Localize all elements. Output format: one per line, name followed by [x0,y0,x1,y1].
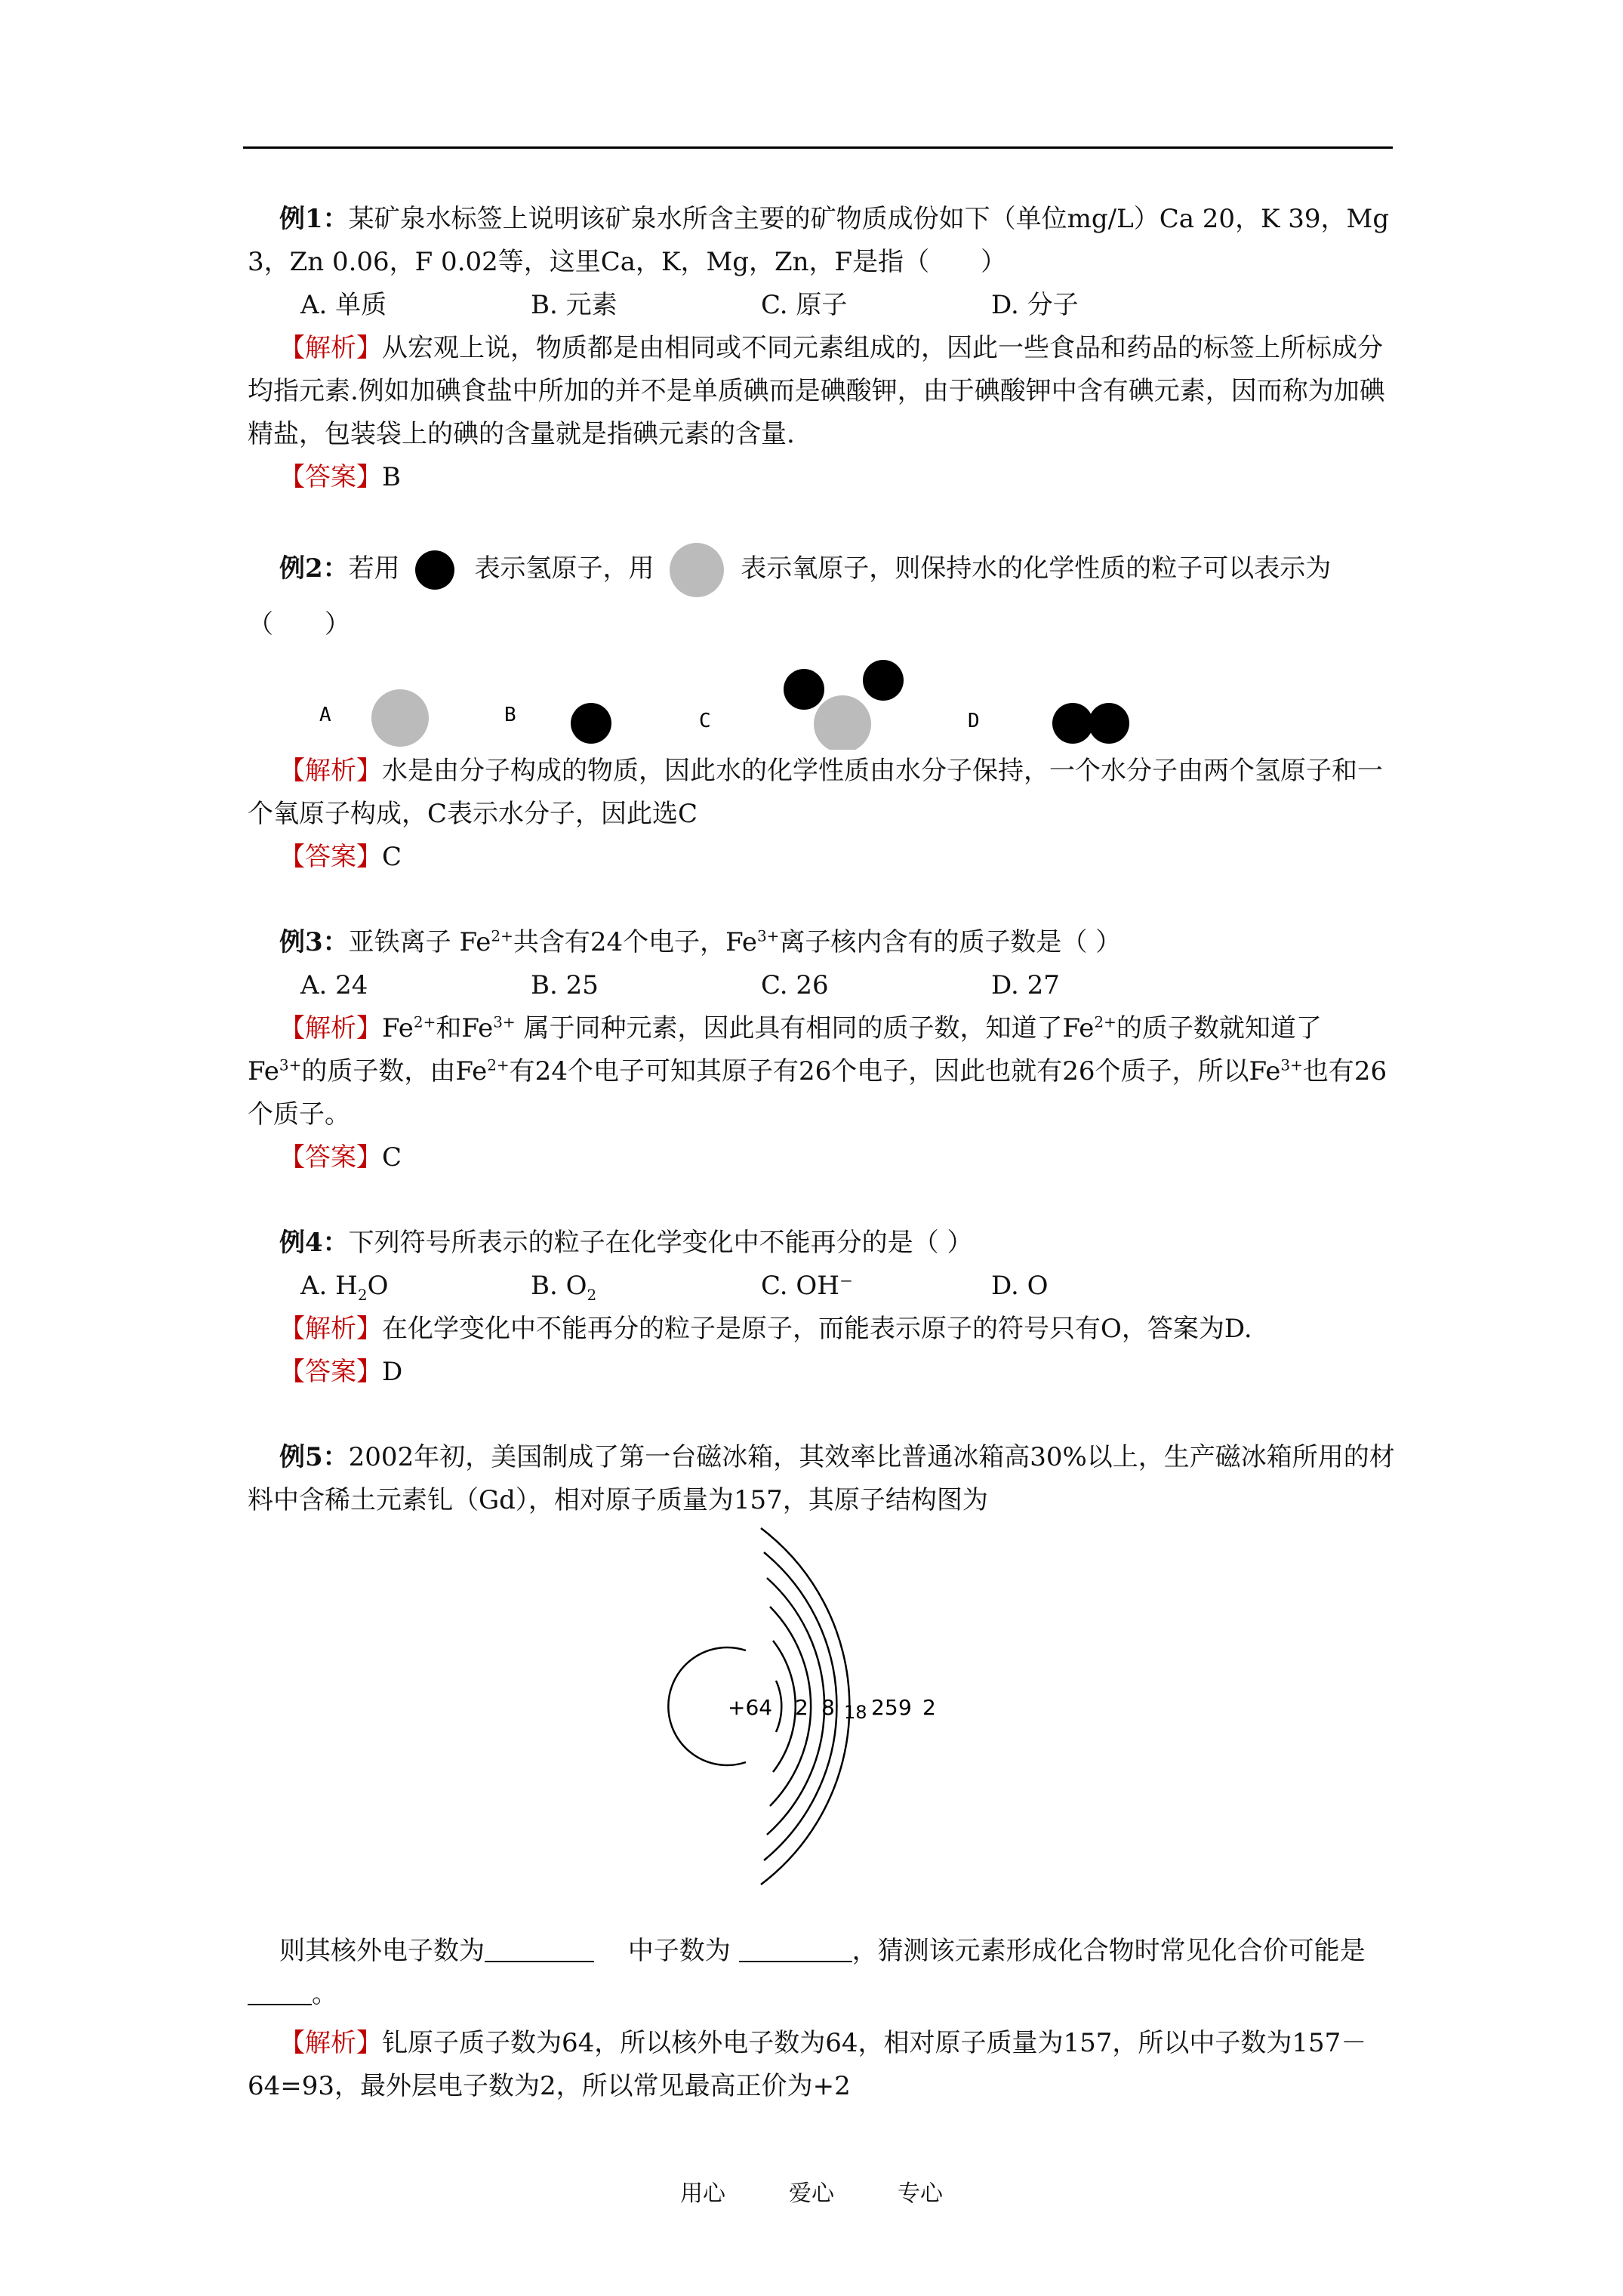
answer-value: B [382,462,401,492]
fe-symbol: Fe [459,927,491,957]
example-4-question: 下列符号所表示的粒子在化学变化中不能再分的是（ ） [348,1228,973,1258]
fe-symbol: Fe [455,1056,488,1086]
option-a-text: A. H [300,1271,358,1301]
charge-3plus: 3+ [756,926,780,945]
example-4-answer [248,1351,1395,1394]
analysis-text-6: 也有26个质子。 [248,1056,1387,1130]
example-4-options [248,1265,1395,1308]
choice-d-hydrogen-2 [1089,703,1129,744]
example-2-label: 例2： [279,553,349,584]
choice-c-letter: C [699,710,711,732]
shell-count-6: 2 [922,1695,936,1720]
example-2-text-2: 表示氢原子，用 [474,553,654,584]
question-text-1: 则其核外电子数为 [279,1936,485,1966]
shell-arc-1 [776,1681,781,1732]
shell-count-1: 2 [795,1695,808,1720]
atomic-structure-figure [248,1522,1395,1930]
fe-symbol: Fe [1062,1013,1095,1043]
option-a-subscript: 2 [357,1285,368,1304]
option-b: B. 25 [531,970,599,1000]
example-4 [248,1222,1395,1394]
option-a: A. 24 [300,970,368,1000]
analysis-text-2: 属于同种元素，因此具有相同的质子数，知道了 [515,1013,1063,1043]
electron-count-blank[interactable] [485,1938,594,1962]
analysis-text: 在化学变化中不能再分的粒子是原子，而能表示原子的符号只有O，答案为D. [382,1314,1252,1344]
charge-2plus: 2+ [1094,1012,1116,1031]
footer-word-3: 专心 [898,2180,943,2207]
atomic-structure-diagram [248,1522,1395,1930]
oxygen-atom-icon [670,543,724,597]
analysis-tag: 【解析】 [279,1013,382,1043]
fe-symbol: Fe [725,927,757,957]
answer-tag: 【答案】 [279,462,382,492]
stem-text-2: 共含有24个电子， [513,927,726,957]
charge-3plus: 3+ [1280,1056,1303,1074]
fe-symbol: Fe [248,1056,279,1086]
valence-blank[interactable] [248,1981,312,2005]
hydrogen-atom-icon [415,550,454,590]
option-a: A. 单质 [300,290,387,320]
example-2-stem [248,541,1395,652]
example-2-analysis [248,750,1395,836]
option-b: B. 元素 [531,290,617,320]
example-1 [248,198,1395,499]
example-4-stem [248,1222,1395,1265]
molecule-choices-figure [248,652,1395,750]
answer-tag: 【答案】 [279,842,382,872]
option-d: D. 分子 [991,290,1079,320]
answer-value: C [382,842,402,872]
neutron-count-blank[interactable] [739,1938,852,1962]
option-a-text-2: O [367,1271,389,1301]
charge-3plus: 3+ [493,1012,516,1031]
option-b-text: B. O [531,1271,587,1301]
example-2-text-3: 表示氧原子，则保持水的化学性质的粒子可以表示为（ ） [248,553,1332,639]
shell-count-5: 9 [898,1695,912,1720]
example-2-text-1: 若用 [348,553,400,584]
charge-2plus: 2+ [413,1012,436,1031]
example-5-label: 例5： [279,1442,349,1472]
analysis-text: 从宏观上说，物质都是由相同或不同元素组成的，因此一些食品和药品的标签上所标成分均指元素.例如加碘食盐中所加的并不是单质碘而是碘酸钾，由于碘酸钾中含有碘元素，因而称为加碘精盐，包装袋上的碘的含量就是指碘元素的含量. [248,333,1385,449]
example-3-label: 例3： [279,927,349,957]
answer-tag: 【答案】 [279,1357,382,1387]
shell-count-2: 8 [821,1695,835,1720]
option-b-subscript: 2 [587,1285,597,1304]
question-text-2: 中子数为 [627,1936,731,1966]
example-3-options [248,964,1395,1007]
analysis-tag: 【解析】 [279,2028,382,2058]
analysis-text-3: 的质子数就知道了 [1116,1013,1322,1043]
charge-3plus: 3+ [279,1056,302,1074]
choice-a-oxygen [371,689,429,747]
analysis-text: 钆原子质子数为64，所以核外电子数为64，相对原子质量为157，所以中子数为157－64=93，最外层电子数为2，所以常见最高正价为+2 [248,2028,1367,2101]
document-body [248,198,1395,2108]
choice-a-letter: A [319,704,331,726]
question-text-3: ，猜测该元素形成化合物时常见化合价可能是 [852,1936,1366,1966]
analysis-tag: 【解析】 [279,333,382,363]
example-1-question: 某矿泉水标签上说明该矿泉水所含主要的矿物质成份如下（单位mg/L）Ca 20，K 39，Mg 3，Zn 0.06，F 0.02等，这里Ca，K，Mg，Zn，F是指（ ） [248,204,1390,277]
choice-d-letter: D [968,710,980,732]
stem-text-3: 离子核内含有的质子数是（ ） [779,927,1122,957]
example-1-answer [248,456,1395,499]
molecule-choices-svg [248,652,1395,750]
header-rule [243,146,1393,149]
answer-tag: 【答案】 [279,1142,382,1173]
fe-symbol: Fe [1249,1056,1281,1086]
example-5-question: 2002年初，美国制成了第一台磁冰箱，其效率比普通冰箱高30%以上，生产磁冰箱所用的材料中含稀土元素钆（Gd），相对原子质量为157，其原子结构图为 [248,1442,1395,1515]
analysis-text-5: 有24个电子可知其原子有26个电子，因此也就有26个质子，所以 [509,1056,1249,1086]
example-1-label: 例1： [279,204,349,234]
shell-count-4: 25 [871,1695,898,1720]
shell-count-3: 18 [844,1702,867,1723]
example-3-stem [248,921,1395,964]
analysis-text-1: 和 [436,1013,462,1043]
choice-b-letter: B [504,704,516,726]
option-d: D. O [991,1271,1049,1301]
example-1-options [248,284,1395,327]
answer-value: C [382,1142,402,1173]
example-5-stem [248,1436,1395,1522]
analysis-tag: 【解析】 [279,1314,382,1344]
option-d: D. 27 [991,970,1060,1000]
example-3 [248,921,1395,1179]
analysis-text-4: 的质子数，由 [301,1056,456,1086]
footer-word-2: 爱心 [789,2180,834,2207]
option-c: C. OH⁻ [761,1271,853,1301]
shell-arc-2 [773,1641,796,1772]
charge-2plus: 2+ [487,1056,510,1074]
footer-word-1: 用心 [680,2180,725,2207]
page-footer [0,2174,1623,2208]
analysis-tag: 【解析】 [279,756,382,786]
example-5-questions [248,1930,1395,2016]
example-2 [248,541,1395,879]
fe-symbol: Fe [461,1013,494,1043]
example-5-analysis [248,2022,1395,2108]
fe-symbol: Fe [382,1013,414,1043]
example-3-answer [248,1136,1395,1179]
choice-c-hydrogen-1 [784,669,824,710]
answer-value: D [382,1357,403,1387]
option-c: C. 原子 [761,290,848,320]
option-c: C. 26 [761,970,829,1000]
charge-2plus: 2+ [491,926,513,945]
choice-c-oxygen [814,695,871,750]
analysis-text: 水是由分子构成的物质，因此水的化学性质由水分子保持，一个水分子由两个氢原子和一个氧原子构成，C表示水分子，因此选C [248,756,1383,829]
choice-b-hydrogen [571,703,611,744]
example-4-analysis [248,1308,1395,1351]
choice-d-hydrogen-1 [1052,703,1093,744]
example-4-label: 例4： [279,1228,349,1258]
example-1-stem [248,198,1395,284]
example-1-analysis [248,327,1395,456]
question-text-4: 。 [312,1979,337,2009]
option-b [531,1265,761,1308]
choice-c-hydrogen-2 [863,660,904,701]
option-a [300,1265,531,1308]
stem-text-1: 亚铁离子 [348,927,451,957]
example-3-analysis [248,1007,1395,1136]
example-2-answer [248,836,1395,879]
nucleus-charge: +64 [728,1695,773,1720]
example-5 [248,1436,1395,2108]
